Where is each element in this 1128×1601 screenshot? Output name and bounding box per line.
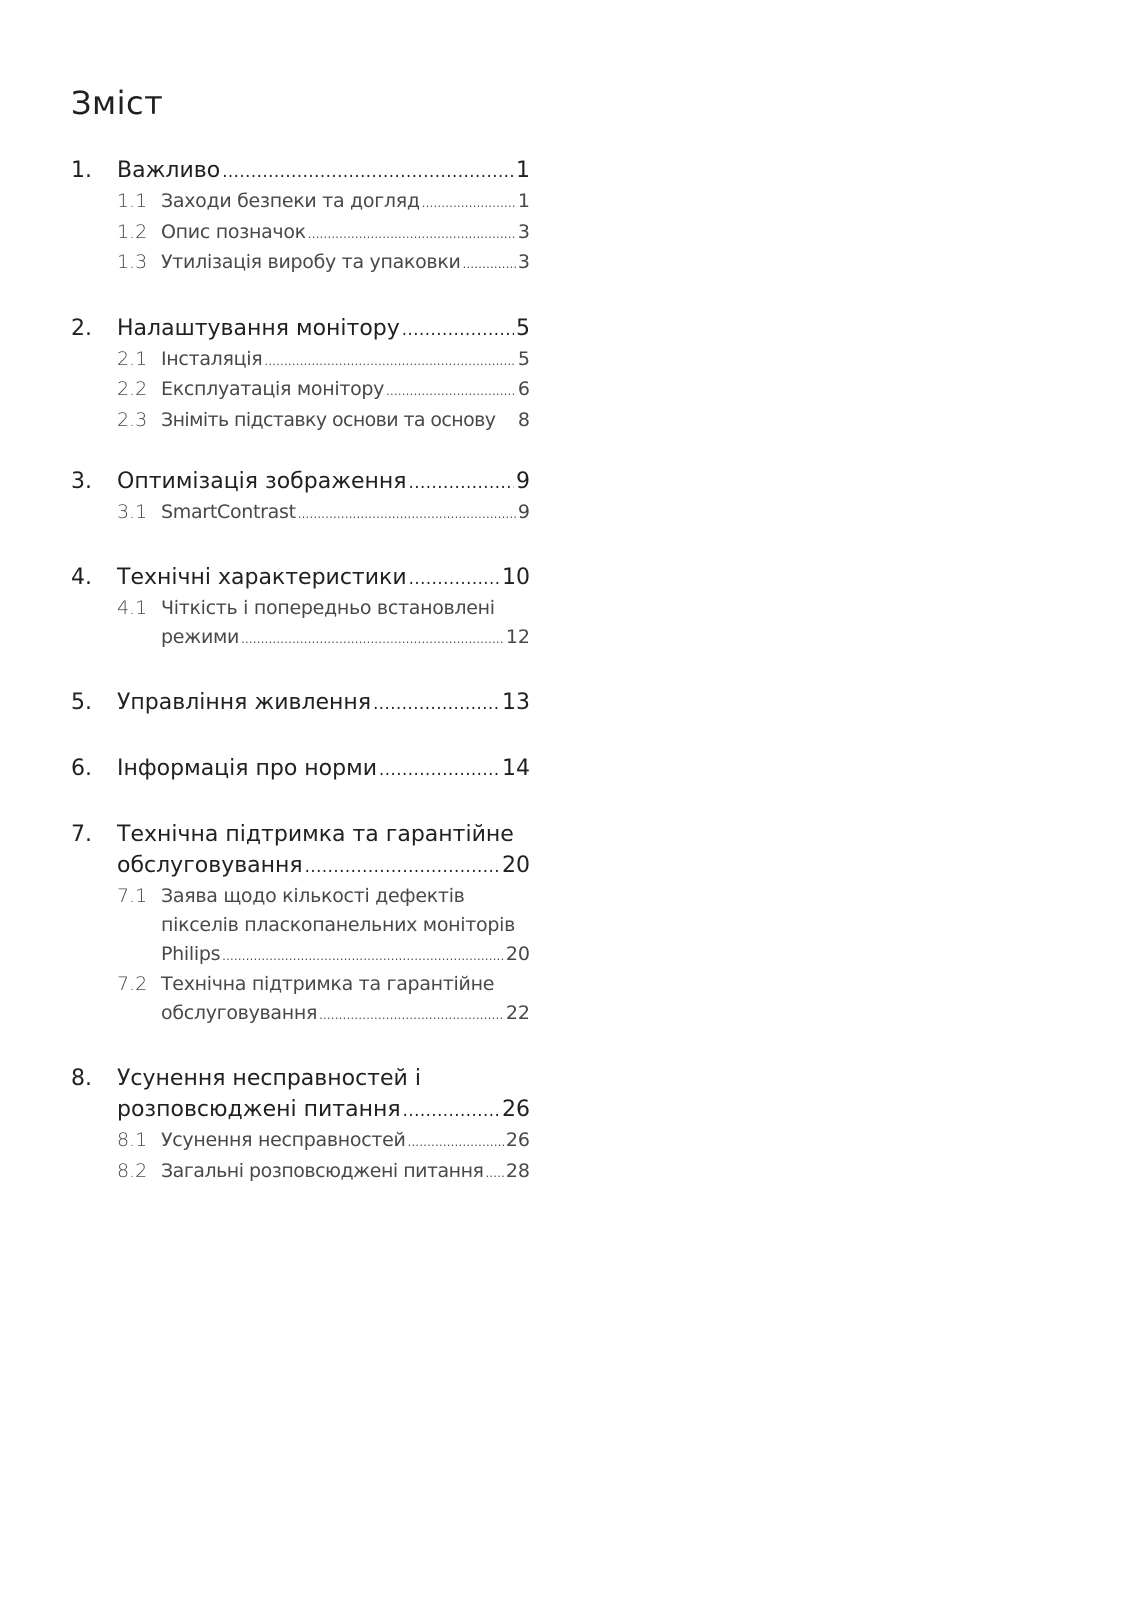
page-number: 1 <box>516 158 530 183</box>
subsection-number: 2.2 <box>117 378 148 401</box>
page-number: 20 <box>502 853 530 879</box>
page-number: 3 <box>517 220 530 243</box>
page-number: 3 <box>517 251 530 274</box>
section-number: 8. <box>71 1066 92 1092</box>
toc-entry-8[interactable] <box>71 1063 530 1126</box>
subsection-number: 4.1 <box>117 597 148 620</box>
section-title-line-2: обслуговування <box>117 853 303 879</box>
toc-entry-4-1[interactable] <box>117 594 530 653</box>
page-number: 22 <box>505 1001 530 1024</box>
section-number: 6. <box>71 756 92 782</box>
subsection-number: 2.3 <box>117 408 148 431</box>
page-number: 20 <box>505 942 530 965</box>
toc-section-2 <box>71 313 530 435</box>
subsection-title: SmartContrast <box>161 500 296 523</box>
page-number: 14 <box>502 756 530 782</box>
dot-leader <box>409 467 514 498</box>
toc-entry-1[interactable] <box>71 155 530 187</box>
toc-entry-8-1[interactable] <box>117 1126 530 1157</box>
section-title-line-1: Технічна підтримка та гарантійне <box>117 822 514 848</box>
dot-leader <box>222 942 504 971</box>
toc-entry-2[interactable] <box>71 313 530 345</box>
toc-entry-3[interactable] <box>71 466 530 498</box>
toc-entry-5[interactable] <box>71 687 530 719</box>
dot-leader <box>403 1095 500 1126</box>
page-number: 28 <box>505 1159 530 1182</box>
subsection-title: Заходи безпеки та догляд <box>161 190 420 212</box>
subsection-title: Опис позначок <box>161 220 306 243</box>
section-title-line-1: Усунення несправностей і <box>117 1066 421 1092</box>
section-title: Важливо <box>117 158 221 183</box>
subsection-title: Інсталяція <box>161 347 263 370</box>
toc-entry-2-2[interactable] <box>117 375 530 406</box>
toc-entry-6[interactable] <box>71 753 530 785</box>
toc-entry-4[interactable] <box>71 562 530 594</box>
toc-section-3 <box>71 466 530 529</box>
dot-leader <box>402 314 514 345</box>
section-title-line-2: розповсюджені питання <box>117 1097 401 1123</box>
section-title: Технічні характеристики <box>117 565 407 591</box>
dot-leader <box>305 851 500 882</box>
toc-entry-2-1[interactable] <box>117 345 530 376</box>
dot-leader <box>298 500 516 529</box>
subsection-number: 7.2 <box>117 973 148 996</box>
toc-entry-1-3[interactable] <box>117 248 530 279</box>
subsection-title-line-2: пікселів пласкопанельних моніторів <box>161 913 515 936</box>
subsection-title: Утилізація виробу та упаковки <box>161 251 461 274</box>
subsection-number: 2.1 <box>117 347 148 370</box>
page-number: 9 <box>516 468 530 494</box>
subsection-number: 3.1 <box>117 500 148 523</box>
toc-entry-3-1[interactable] <box>117 498 530 529</box>
section-number: 1. <box>71 158 92 183</box>
toc-entry-2-3[interactable] <box>117 406 530 435</box>
section-number: 5. <box>71 690 92 716</box>
subsection-number: 7.1 <box>117 885 148 908</box>
dot-leader <box>373 688 500 719</box>
dot-leader <box>308 220 516 249</box>
subsection-number: 1.3 <box>117 251 148 274</box>
section-title: Оптимізація зображення <box>117 468 407 494</box>
section-number: 4. <box>71 565 92 591</box>
subsection-title: Загальні розповсюджені питання <box>161 1159 484 1182</box>
section-title: Налаштування монітору <box>117 315 400 341</box>
subsection-title-line-2: режими <box>161 625 240 648</box>
page-number: 8 <box>517 408 530 431</box>
toc-section-8 <box>71 1063 530 1187</box>
page-number: 1 <box>517 190 530 212</box>
toc-entry-7[interactable] <box>71 819 530 882</box>
dot-leader <box>386 377 516 406</box>
table-of-contents <box>71 155 530 1222</box>
page-number: 26 <box>502 1097 530 1123</box>
toc-entry-7-1[interactable] <box>117 882 530 970</box>
section-title: Інформація про норми <box>117 756 378 782</box>
subsection-title: Усунення несправностей <box>161 1129 406 1152</box>
subsection-number: 1.2 <box>117 220 148 243</box>
subsection-title-line-2: обслуговування <box>161 1001 318 1024</box>
dot-leader <box>222 156 514 187</box>
dot-leader <box>409 563 500 594</box>
toc-section-4 <box>71 562 530 653</box>
toc-entry-1-2[interactable] <box>117 218 530 249</box>
subsection-title-line-3: Philips <box>161 942 221 965</box>
subsection-number: 1.1 <box>117 190 148 212</box>
dot-leader <box>319 1001 504 1030</box>
dot-leader <box>264 347 516 376</box>
toc-entry-8-2[interactable] <box>117 1157 530 1188</box>
toc-section-5 <box>71 687 530 719</box>
toc-section-1 <box>71 155 530 279</box>
page-number: 26 <box>505 1129 530 1152</box>
toc-section-7 <box>71 819 530 1029</box>
dot-leader <box>485 1159 503 1188</box>
page-number: 12 <box>505 625 530 648</box>
page-number: 13 <box>502 690 530 716</box>
dot-leader <box>241 625 504 654</box>
section-number: 7. <box>71 822 92 848</box>
toc-entry-7-2[interactable] <box>117 970 530 1029</box>
page-number: 6 <box>517 378 530 401</box>
subsection-title-line-1: Заява щодо кількості дефектів <box>161 885 465 908</box>
dot-leader <box>463 250 516 279</box>
section-number: 3. <box>71 468 92 494</box>
dot-leader <box>422 189 516 218</box>
subsection-title-line-1: Чіткість і попередньо встановлені <box>161 597 495 620</box>
toc-entry-1-1[interactable] <box>117 187 530 218</box>
subsection-number: 8.2 <box>117 1159 148 1182</box>
section-title: Управління живлення <box>117 690 372 716</box>
subsection-number: 8.1 <box>117 1129 148 1152</box>
subsection-title: Експлуатація монітору <box>161 378 385 401</box>
toc-section-6 <box>71 753 530 785</box>
section-number: 2. <box>71 315 92 341</box>
page-title: Зміст <box>71 84 164 122</box>
page-number: 10 <box>502 565 530 591</box>
dot-leader <box>408 1128 504 1157</box>
page-number: 5 <box>517 347 530 370</box>
dot-leader <box>379 754 500 785</box>
page-number: 5 <box>516 315 530 341</box>
subsection-title: Зніміть підставку основи та основу <box>161 408 496 431</box>
page-number: 9 <box>517 500 530 523</box>
subsection-title-line-1: Технічна підтримка та гарантійне <box>161 973 495 996</box>
